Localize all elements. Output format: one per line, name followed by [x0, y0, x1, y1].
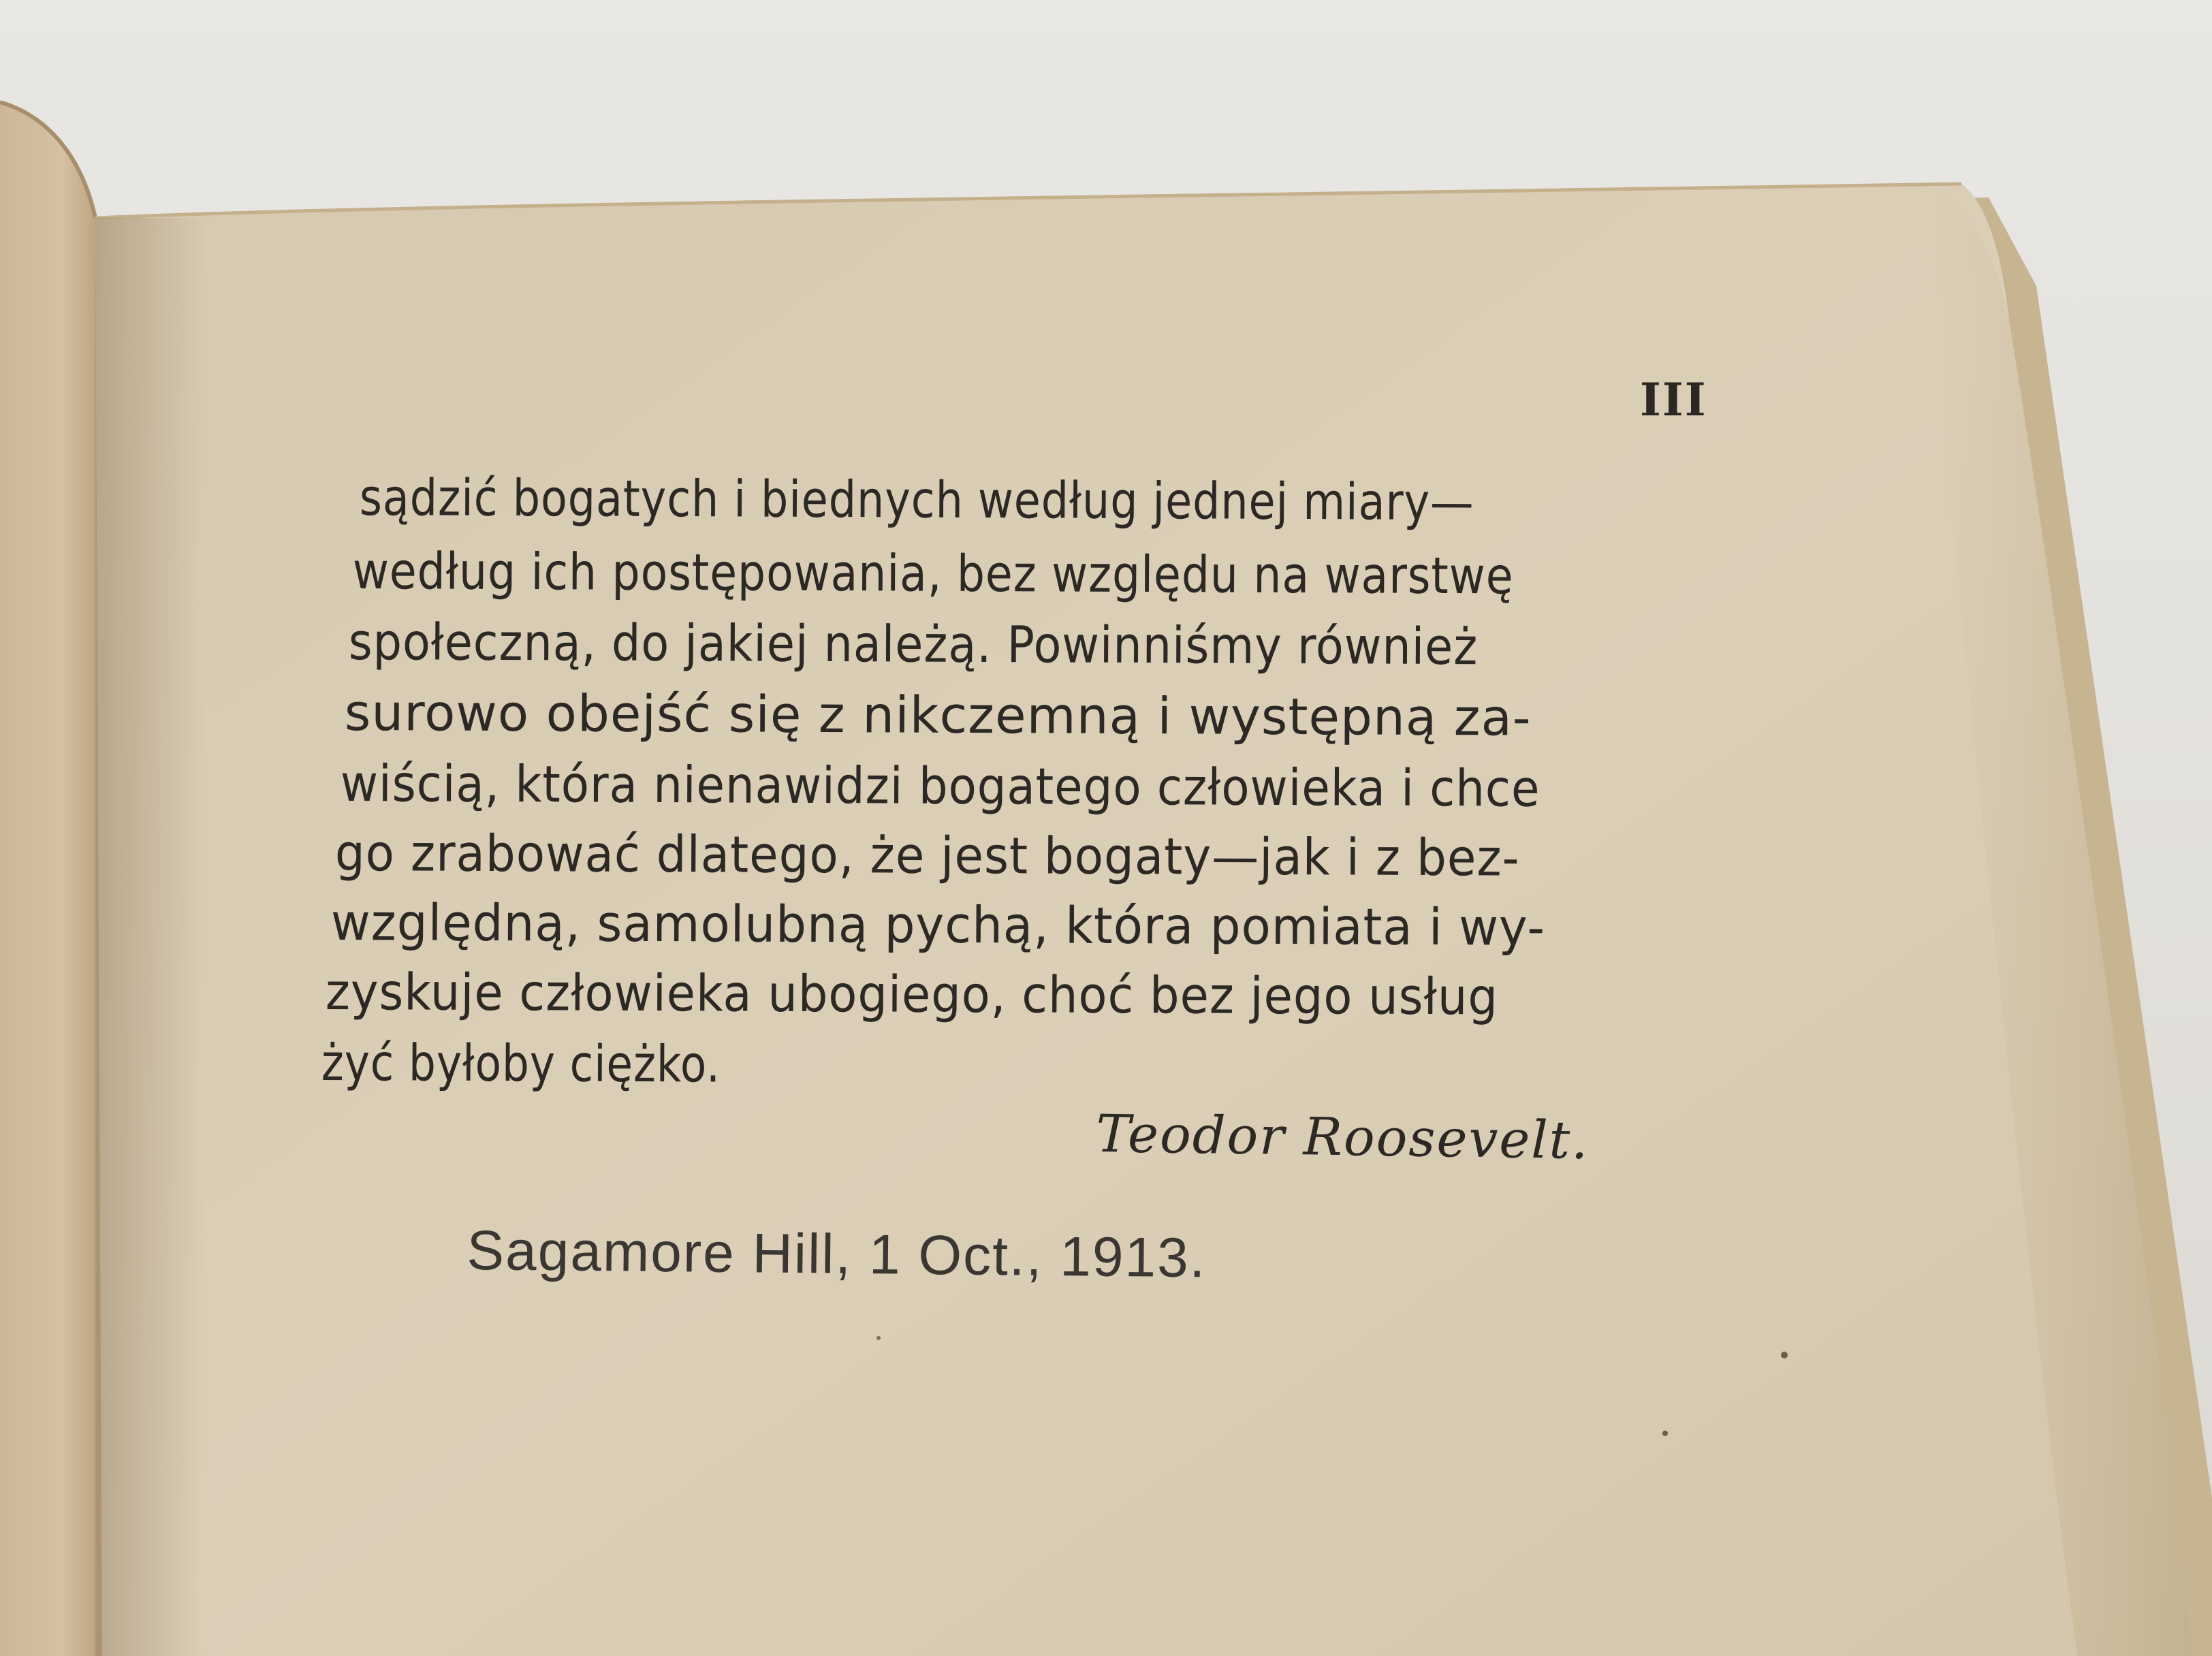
- paragraph-line: żyć byłoby ciężko.: [321, 1034, 721, 1094]
- paragraph-line: społeczną, do jakiej należą. Powinniśmy również: [348, 613, 1479, 677]
- paragraph-line: zyskuje człowieka ubogiego, choć bez jego usług: [325, 963, 1499, 1027]
- paragraph-line: według ich postępowania, bez względu na warstwę: [352, 542, 1514, 606]
- page-number: III: [1640, 373, 1707, 426]
- paragraph-line: go zrabować dlatego, że jest bogaty—jak i z bez-: [334, 824, 1520, 888]
- paragraph-line: sądzić bogatych i biednych według jednej miary—: [359, 468, 1474, 532]
- paragraph-line: względną, samolubną pychą, która pomiata i wy-: [330, 893, 1546, 957]
- dateline: Sagamore Hill, 1 Oct., 1913.: [467, 1220, 1207, 1290]
- paragraph-line: surowo obejść się z nikczemną i występną za-: [344, 684, 1532, 748]
- signature: Teodor Roosevelt.: [1095, 1103, 1590, 1171]
- paragraph-line: wiścią, która nienawidzi bogatego człowieka i chce: [340, 754, 1540, 818]
